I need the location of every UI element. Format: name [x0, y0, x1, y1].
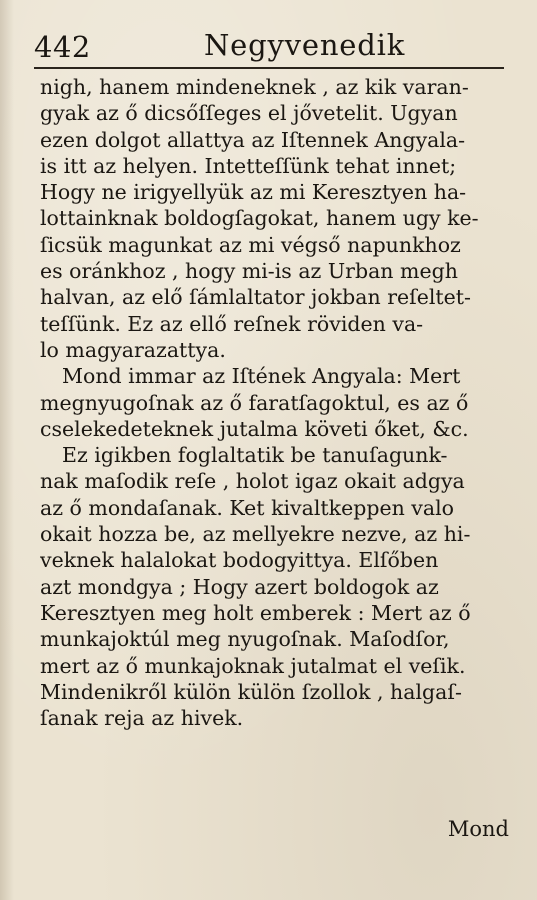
- running-head: Negyvenedik: [204, 28, 406, 62]
- page-number: 442: [34, 30, 91, 64]
- text-line: megnyugoſnak az ő faratſagoktul, es az ő: [40, 390, 469, 415]
- text-line: nak maſodik reſe , holot igaz okait adgya: [40, 469, 465, 494]
- text-line: lottainknak boldogſagokat, hanem ugy ke-: [40, 206, 479, 231]
- text-line: cselekedeteknek jutalma követi őket, &c.: [40, 416, 469, 441]
- text-line: gyak az ő dicsőſſeges el jővetelit. Ugyan: [40, 101, 458, 126]
- text-line: ezen dolgot allattya az Iſtennek Angyala-: [40, 127, 466, 152]
- catchword: Mond: [447, 817, 509, 841]
- text-line: Mindenikről külön külön ſzollok , halgaſ-: [40, 679, 462, 704]
- text-line: veknek halalokat bodogyittya. Elſőben: [40, 548, 439, 573]
- text-line: is itt az helyen. Intetteſſünk tehat innet;: [40, 153, 457, 178]
- text-line: azt mondgya ; Hogy azert boldogok az: [40, 574, 439, 599]
- text-line: az ő mondaſanak. Ket kivaltkeppen valo: [40, 495, 454, 520]
- text-line: lo magyarazattya.: [40, 337, 226, 362]
- text-line: nigh, hanem mindeneknek , az kik varan-: [40, 75, 469, 99]
- text-line: ſanak reja az hivek.: [40, 706, 244, 731]
- text-line: Mond immar az Iſtének Angyala: Mert: [62, 364, 461, 389]
- text-line: teſſünk. Ez az ellő reſnek röviden va-: [40, 311, 424, 336]
- text-line: Hogy ne irigyellyük az mi Keresztyen ha-: [40, 180, 467, 205]
- text-line: mert az ő munkajoknak jutalmat el veſik.: [40, 653, 466, 678]
- header-rule: [34, 67, 504, 69]
- text-line: halvan, az elő ſámlaltator jokban reſeltet-: [40, 285, 471, 310]
- text-line: okait hozza be, az mellyekre nezve, az hi-: [40, 522, 471, 547]
- body-text: [40, 74, 506, 731]
- page-header: [34, 26, 504, 70]
- text-line: munkajoktúl meg nyugoſnak. Maſodſor,: [40, 627, 450, 652]
- text-line: ſicsük magunkat az mi végső napunkhoz: [40, 232, 461, 257]
- text-line: es oránkhoz , hogy mi-is az Urban megh: [40, 259, 458, 284]
- text-line: Keresztyen meg holt emberek : Mert az ő: [40, 600, 471, 625]
- text-line: Ez igikben foglaltatik be tanuſagunk-: [62, 443, 448, 468]
